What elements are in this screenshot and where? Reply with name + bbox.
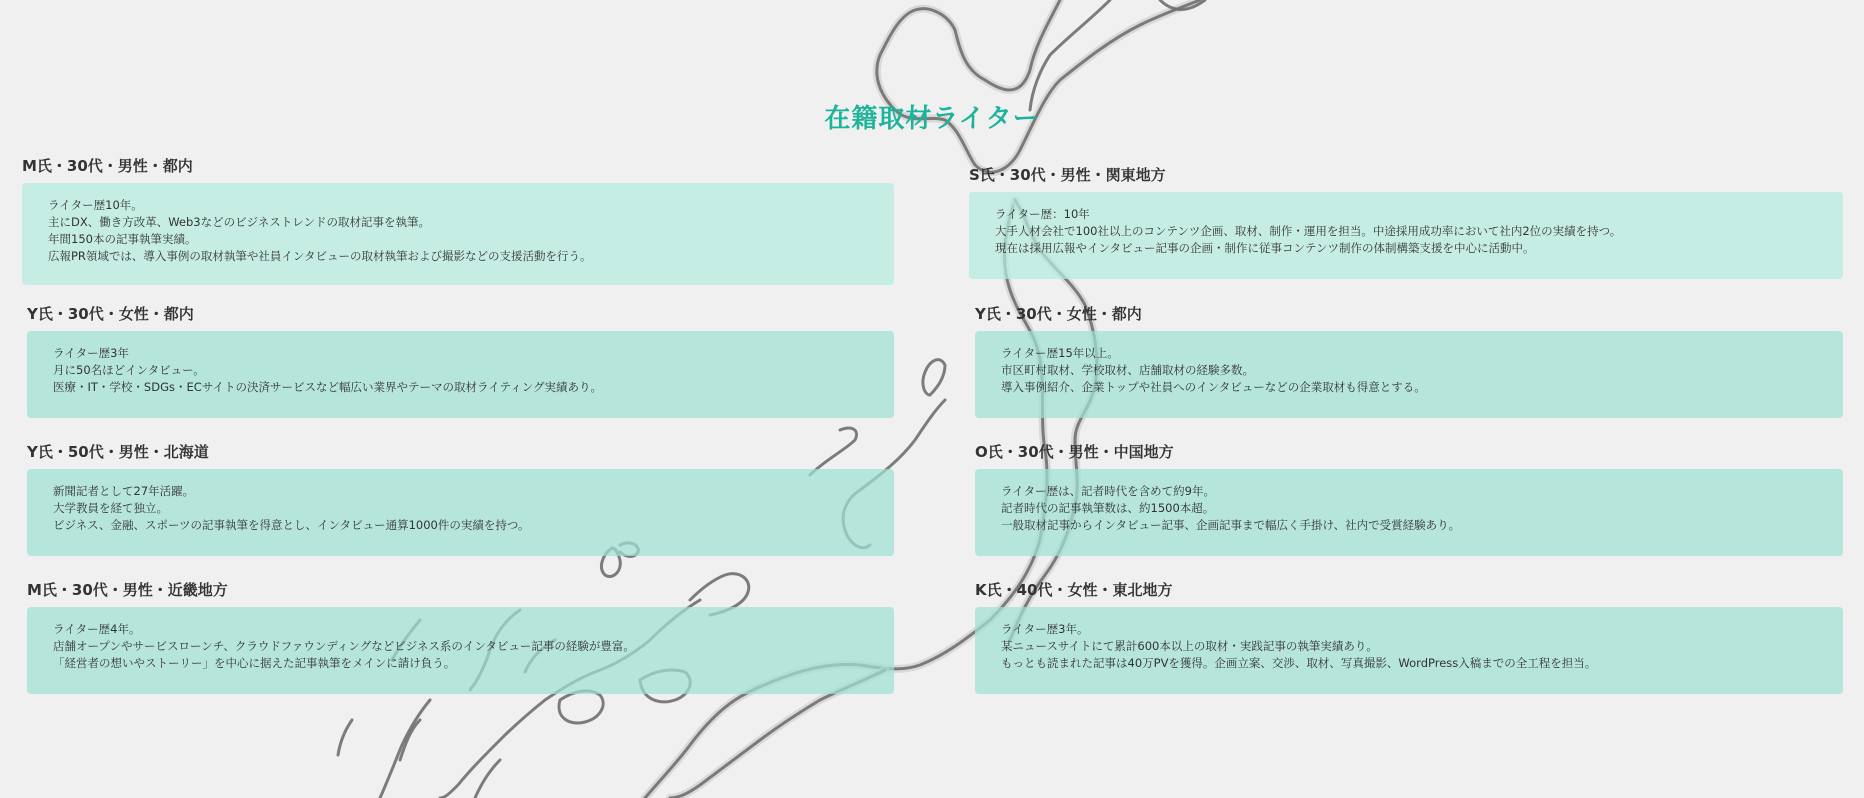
profile-line: 店舗オープンやサービスローンチ、クラウドファウンディングなどビジネス系のインタビュー記事の経験が豊富。: [53, 639, 635, 653]
profile-line: 大手人材会社で100社以上のコンテンツ企画、取材、制作・運用を担当。中途採用成功率において社内2位の実績を持つ。: [995, 224, 1622, 238]
profile-line: 新聞記者として27年活躍。: [53, 484, 195, 498]
profile-line: 某ニュースサイトにて累計600本以上の取材・実践記事の執筆実績あり。: [1001, 639, 1378, 653]
profile-line: ライター歴3年: [53, 346, 129, 360]
writer-card: [27, 441, 894, 556]
profile-line: 一般取材記事からインタビュー記事、企画記事まで幅広く手掛け、社内で受賞経験あり。: [1001, 518, 1461, 532]
profile-line: 記者時代の記事執筆数は、約1500本超。: [1001, 501, 1215, 515]
profile-line: ライター歴3年。: [1001, 622, 1089, 636]
profile-line: ライター歴10年。: [48, 198, 143, 212]
writer-profile: [27, 607, 894, 694]
writer-profile: [969, 192, 1843, 279]
writer-card: [969, 164, 1843, 279]
profile-line: もっとも読まれた記事は40万PVを獲得。企画立案、交渉、取材、写真撮影、WordPress入稿までの全工程を担当。: [1001, 656, 1597, 670]
profile-line: 年間150本の記事執筆実績。: [48, 232, 197, 246]
writer-heading: Y氏・50代・男性・北海道: [27, 443, 209, 461]
writer-profile: [975, 469, 1843, 556]
profile-line: 月に50名ほどインタビュー。: [53, 363, 205, 377]
profile-line: ライター歴15年以上。: [1001, 346, 1119, 360]
writer-profile: [975, 331, 1843, 418]
writer-profile: [975, 607, 1843, 694]
writer-heading: Y氏・30代・女性・都内: [27, 305, 194, 323]
writer-heading: O氏・30代・男性・中国地方: [975, 443, 1174, 461]
writer-card: [975, 579, 1843, 694]
writer-card: [22, 155, 894, 285]
writer-heading: S氏・30代・男性・関東地方: [969, 166, 1166, 184]
profile-line: 「経営者の想いやストーリー」を中心に据えた記事執筆をメインに請け負う。: [53, 656, 456, 670]
profile-line: 広報PR領域では、導入事例の取材執筆や社員インタビューの取材執筆および撮影などの支援活動を行う。: [48, 249, 592, 263]
writer-card: [27, 579, 894, 694]
page-title: 在籍取材ライター: [824, 104, 1040, 134]
writer-card: [975, 303, 1843, 418]
writer-profile: [22, 183, 894, 285]
writer-card: [27, 303, 894, 418]
profile-line: 主にDX、働き方改革、Web3などのビジネストレンドの取材記事を執筆。: [48, 215, 430, 229]
profile-line: 大学教員を経て独立。: [53, 501, 168, 515]
profile-line: 市区町村取材、学校取材、店舗取材の経験多数。: [1001, 363, 1254, 377]
profile-line: ビジネス、金融、スポーツの記事執筆を得意とし、インタビュー通算1000件の実績を持つ。: [53, 518, 530, 532]
writer-heading: Y氏・30代・女性・都内: [975, 305, 1142, 323]
profile-line: 医療・IT・学校・SDGs・ECサイトの決済サービスなど幅広い業界やテーマの取材ライティング実績あり。: [53, 380, 602, 394]
profile-line: 現在は採用広報やインタビュー記事の企画・制作に従事コンテンツ制作の体制構築支援を中心に活動中。: [995, 241, 1535, 255]
writer-heading: K氏・40代・女性・東北地方: [975, 581, 1173, 599]
writer-profile: [27, 469, 894, 556]
writer-card: [975, 441, 1843, 556]
profile-line: ライター歴は、記者時代を含めて約9年。: [1001, 484, 1215, 498]
profile-line: 導入事例紹介、企業トップや社員へのインタビューなどの企業取材も得意とする。: [1001, 380, 1426, 394]
writer-heading: M氏・30代・男性・都内: [22, 157, 193, 175]
profile-line: ライター歴4年。: [53, 622, 141, 636]
profile-line: ライター歴：10年: [995, 207, 1090, 221]
writer-heading: M氏・30代・男性・近畿地方: [27, 581, 228, 599]
writer-profile: [27, 331, 894, 418]
